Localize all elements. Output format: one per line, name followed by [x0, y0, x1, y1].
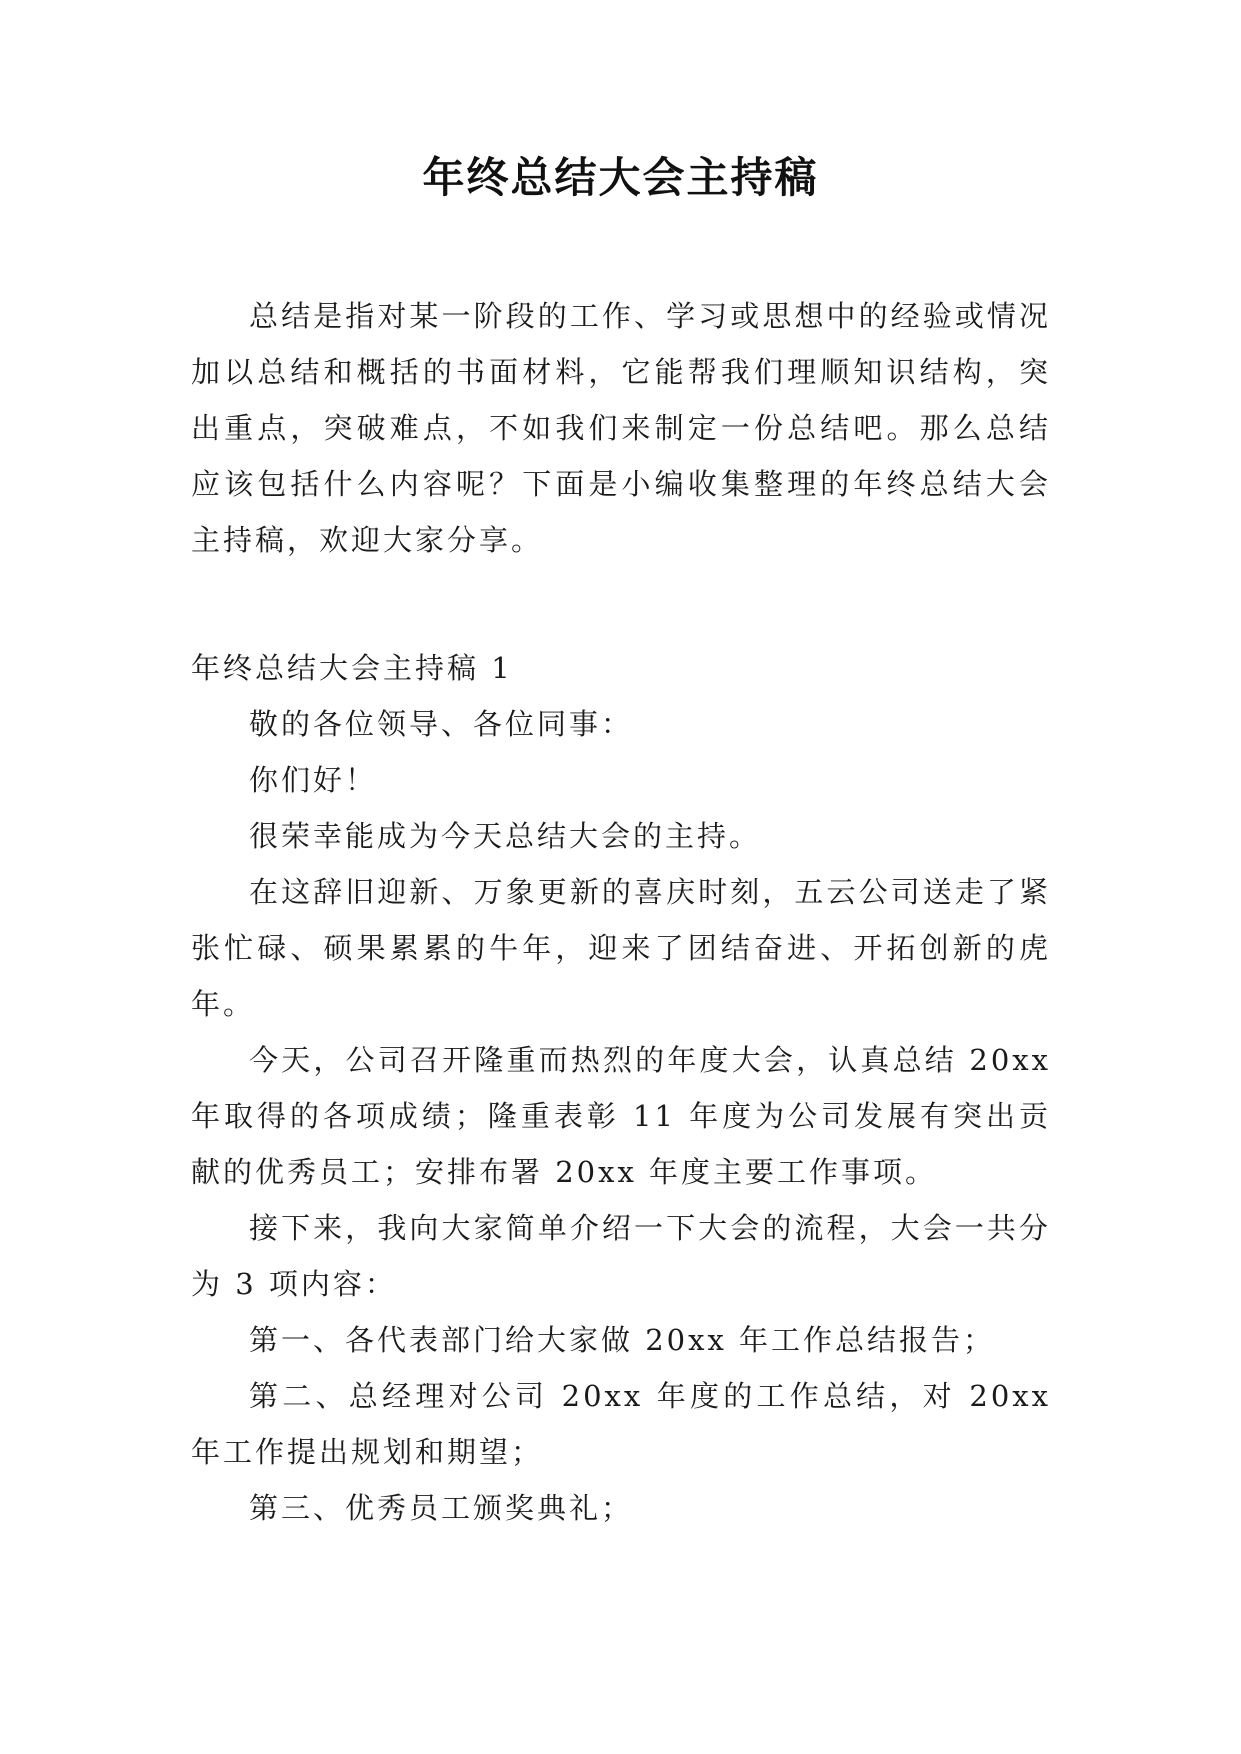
paragraph: 很荣幸能成为今天总结大会的主持。 [249, 819, 762, 853]
paragraph: 接下来，我向大家简单介绍一下大会的流程，大会一共分为 3 项内容： [191, 1211, 1051, 1301]
paragraph: 敬的各位领导、各位同事： [249, 707, 634, 741]
section-heading: 年终总结大会主持稿 1 [191, 651, 513, 685]
paragraph: 第二、总经理对公司 20xx 年度的工作总结，对 20xx 年工作提出规划和期望； [191, 1379, 1051, 1469]
intro-paragraph: 总结是指对某一阶段的工作、学习或思想中的经验或情况加以总结和概括的书面材料，它能帮我们理顺知识结构，突出重点，突破难点，不如我们来制定一份总结吧。那么总结应该包括什么内容呢？下面是小编收集整理的年终总结大会主持稿，欢迎大家分享。 [191, 299, 1051, 557]
section-content [191, 696, 1051, 1536]
document-title: 年终总结大会主持稿 [422, 153, 819, 202]
paragraph: 今天，公司召开隆重而热烈的年度大会，认真总结 20xx 年取得的各项成绩；隆重表彰 11 年度为公司发展有突出贡献的优秀员工；安排布署 20xx 年度主要工作事项。 [191, 1043, 1051, 1189]
paragraph: 第三、优秀员工颁奖典礼； [249, 1491, 634, 1525]
paragraph: 在这辞旧迎新、万象更新的喜庆时刻，五云公司送走了紧张忙碌、硕果累累的牛年，迎来了团结奋进、开拓创新的虎年。 [191, 875, 1051, 1021]
paragraph: 第一、各代表部门给大家做 20xx 年工作总结报告； [249, 1323, 996, 1357]
paragraph: 你们好！ [249, 763, 378, 797]
